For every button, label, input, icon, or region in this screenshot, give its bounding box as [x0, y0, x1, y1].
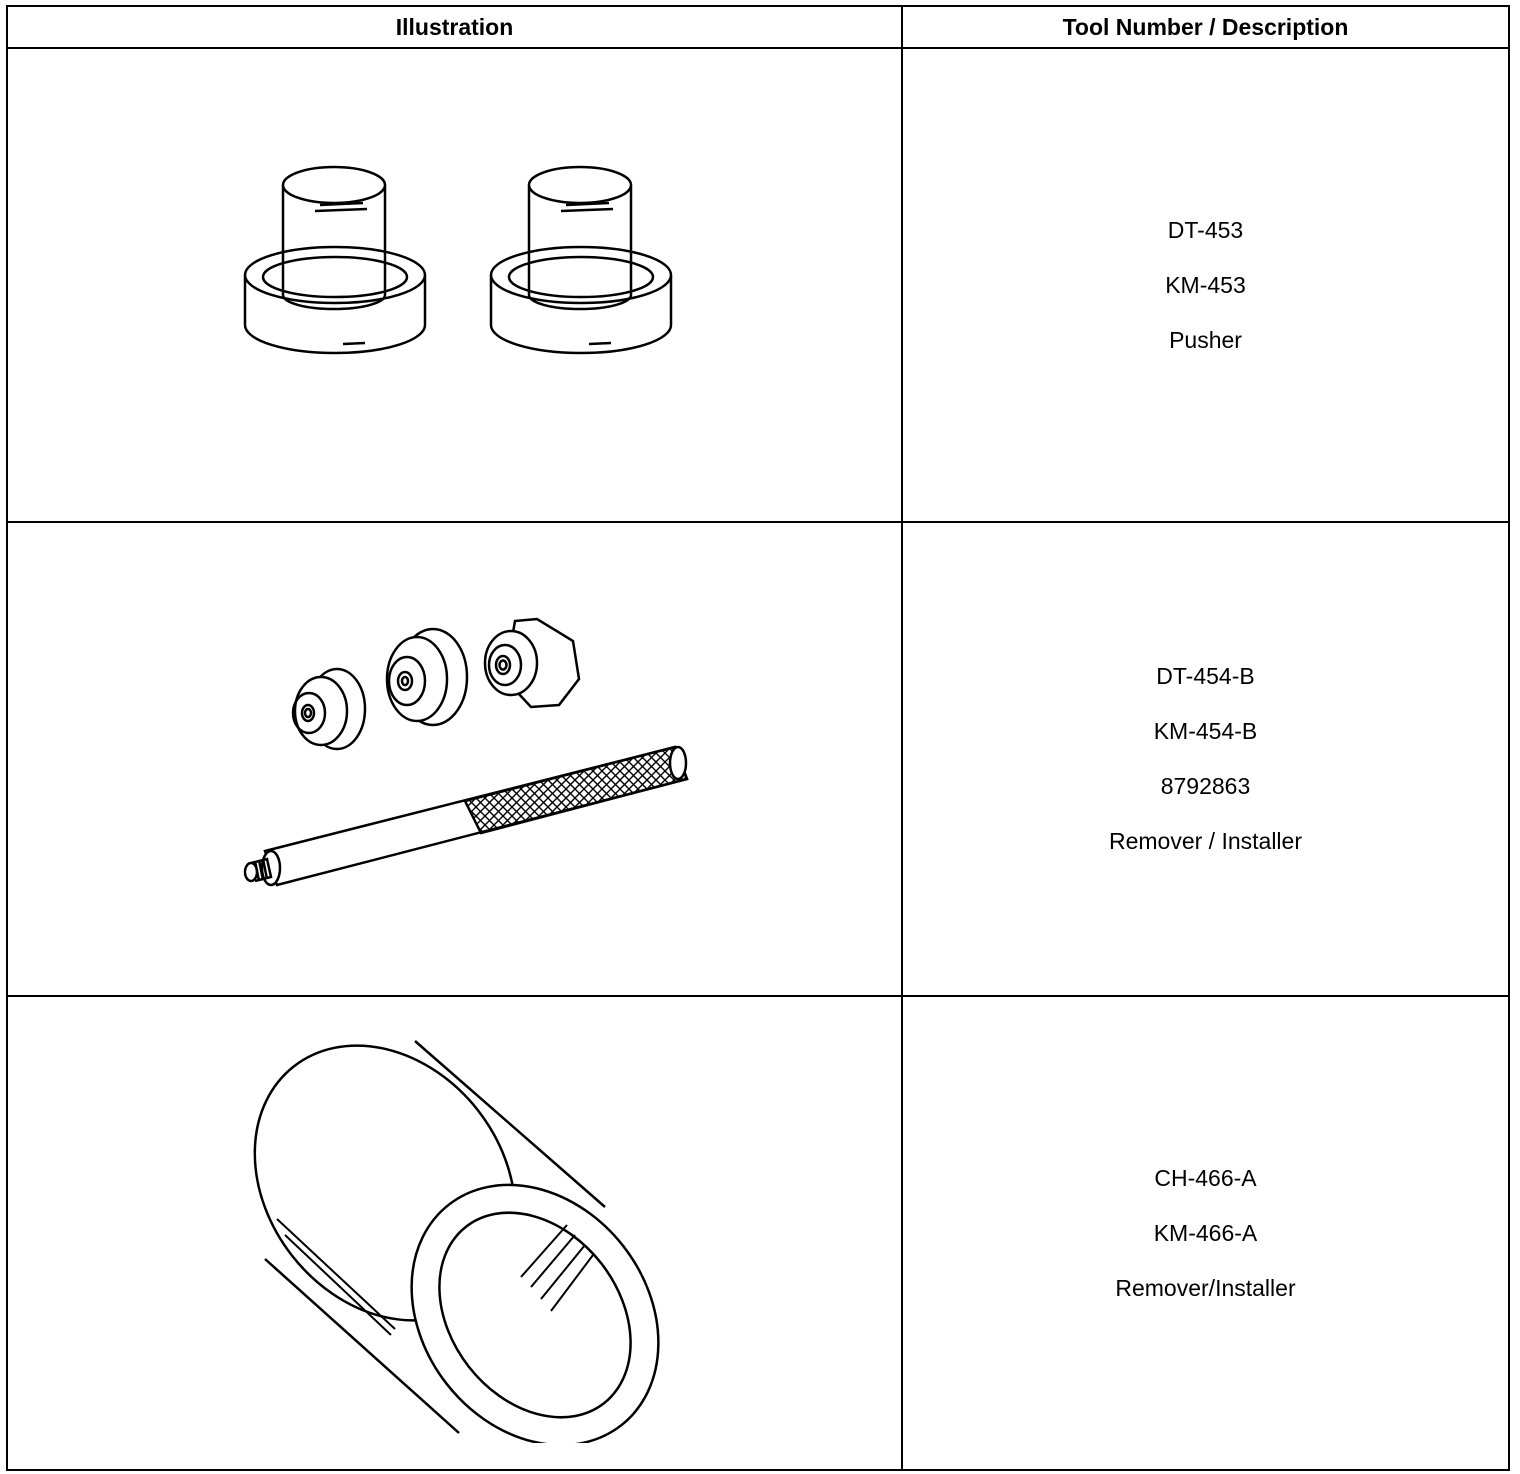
remover-installer-set-icon [215, 609, 695, 909]
remover-installer-cup-icon [245, 1023, 665, 1443]
special-tools-table [6, 5, 1510, 1471]
tool-number: KM-466-A [1153, 1219, 1258, 1246]
illustration-cell [7, 48, 902, 522]
tool-description-cell [902, 522, 1509, 996]
tool-description-cell [902, 996, 1509, 1470]
illustration-cell [7, 522, 902, 996]
tool-description-cell [902, 48, 1509, 522]
table-row [7, 522, 1509, 996]
tool-description: Remover/Installer [1115, 1274, 1296, 1301]
header-row [7, 6, 1509, 48]
table-row [7, 48, 1509, 522]
pusher-pair-icon [215, 135, 695, 435]
tool-description: Pusher [1169, 326, 1242, 353]
illustration-cell [7, 996, 902, 1470]
tool-number: KM-453 [1165, 271, 1246, 298]
tool-number: DT-453 [1167, 216, 1244, 243]
tool-number: DT-454-B [1156, 663, 1255, 689]
tool-number: CH-466-A [1154, 1164, 1257, 1191]
table-row [7, 996, 1509, 1470]
tool-number: 8792863 [1160, 773, 1251, 799]
tool-description: Remover / Installer [1108, 828, 1302, 854]
header-tool-number-description: Tool Number / Description [902, 6, 1509, 48]
header-illustration: Illustration [7, 6, 902, 48]
tool-number: KM-454-B [1153, 718, 1258, 744]
